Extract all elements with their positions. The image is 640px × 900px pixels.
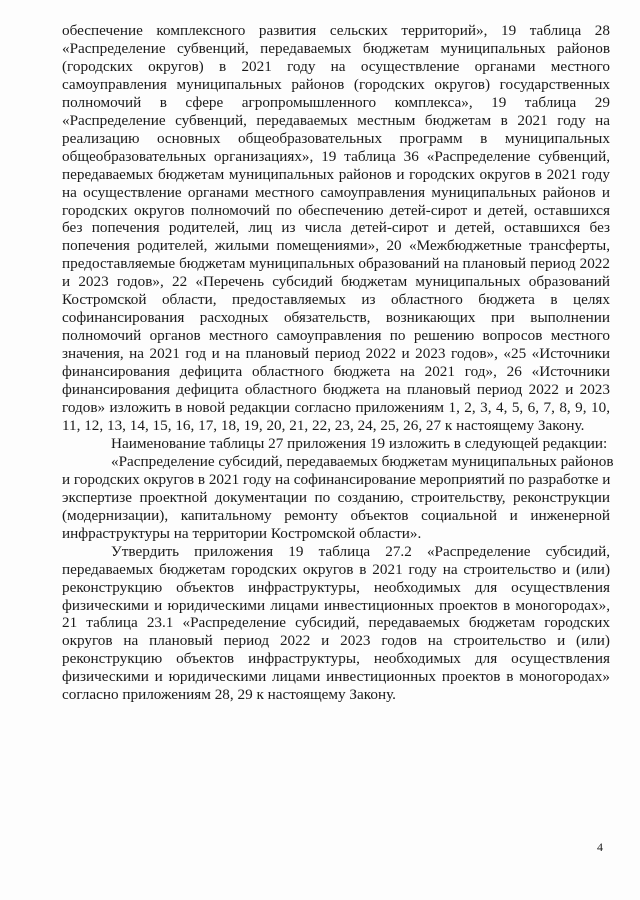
text-line: инфраструктуры на территории Костромской области». — [62, 524, 422, 542]
text-line: полномочий органов местного самоуправления по решению вопросов местного — [62, 327, 610, 345]
text-line: физическими и юридическими лицами инвестиционных проектов в моногородах» — [62, 668, 610, 686]
text-line: и 2023 годов», 22 «Перечень субсидий бюджетам муниципальных образований — [62, 273, 610, 291]
text-line: экспертизе проектной документации по созданию, строительству, реконструкции — [62, 488, 610, 506]
text-line: Утвердить приложения 19 таблица 27.2 «Распределение субсидий, — [111, 542, 610, 560]
text-line: передаваемых бюджетам городских округов в 2021 году на строительство и (или) — [62, 560, 610, 578]
text-line: передаваемых бюджетам муниципальных районов и городских округов в 2021 году — [62, 165, 610, 183]
text-line: предоставляемые бюджетам муниципальных образований на плановый период 2022 — [62, 255, 610, 273]
text-line: финансирования дефицита областного бюджета на плановый период 2022 и 2023 — [62, 381, 610, 399]
text-line: годов» изложить в новой редакции согласно приложениям 1, 2, 3, 4, 5, 6, 7, 8, 9, 10, — [62, 399, 610, 417]
text-line: общеобразовательных организациях», 19 таблица 36 «Распределение субвенций, — [62, 147, 610, 165]
body-text — [62, 22, 614, 704]
text-line: (городских округов) в 2021 году на осуществление органами местного — [62, 57, 610, 75]
text-line: «Распределение субвенций, передаваемых бюджетам муниципальных районов — [62, 39, 610, 57]
text-line: городских округов полномочий по обеспечению детей-сирот и детей, оставшихся — [62, 201, 610, 219]
text-line: обеспечение комплексного развития сельских территорий», 19 таблица 28 — [62, 22, 610, 39]
text-line: значения, на 2021 год и на плановый период 2022 и 2023 годов», «25 «Источники — [62, 345, 610, 363]
text-line: 11, 12, 13, 14, 15, 16, 17, 18, 19, 20, 21, 22, 23, 24, 25, 26, 27 к настоящему Закону. — [62, 416, 585, 434]
text-line: (модернизации), капитальному ремонту объектов социальной и инженерной — [62, 506, 610, 524]
text-line: реконструкцию объектов инфраструктуры, необходимых для осуществления — [62, 578, 610, 596]
text-line: без попечения родителей, лиц из числа детей-сирот и детей, оставшихся без — [62, 219, 610, 237]
text-line: на осуществление органами местного самоуправления муниципальных районов и — [62, 183, 610, 201]
text-line: и городских округов в 2021 году на софинансирование мероприятий по разработке и — [62, 470, 611, 488]
page-number: 4 — [597, 840, 603, 854]
text-line: Наименование таблицы 27 приложения 19 изложить в следующей редакции: — [111, 434, 608, 452]
text-line: согласно приложениям 28, 29 к настоящему Закону. — [62, 686, 396, 704]
text-line: финансирования дефицита областного бюджета на 2021 год», 26 «Источники — [62, 363, 610, 381]
text-line: Костромской области, предоставляемых из областного бюджета в целях — [62, 291, 610, 309]
text-line: софинансирования расходных обязательств, возникающих при выполнении — [62, 309, 610, 327]
text-line: «Распределение субсидий, передаваемых бюджетам муниципальных районов — [111, 452, 614, 470]
text-line: самоуправления муниципальных районов (городских округов) государственных — [62, 75, 610, 93]
text-line: реализацию основных общеобразовательных программ в муниципальных — [62, 129, 610, 147]
text-line: округов на плановый период 2022 и 2023 годов на строительство и (или) — [62, 632, 610, 650]
text-line: реконструкцию объектов инфраструктуры, необходимых для осуществления — [62, 650, 610, 668]
text-line: физическими и юридическими лицами инвестиционных проектов в моногородах», — [62, 596, 610, 614]
text-line: полномочий в сфере агропромышленного комплекса», 19 таблица 29 — [62, 93, 610, 111]
text-line: попечения родителей, жилыми помещениями», 20 «Межбюджетные трансферты, — [62, 237, 610, 255]
text-line: «Распределение субвенций, передаваемых местным бюджетам в 2021 году на — [62, 111, 610, 129]
text-line: 21 таблица 23.1 «Распределение субсидий, передаваемых бюджетам городских — [62, 614, 610, 632]
